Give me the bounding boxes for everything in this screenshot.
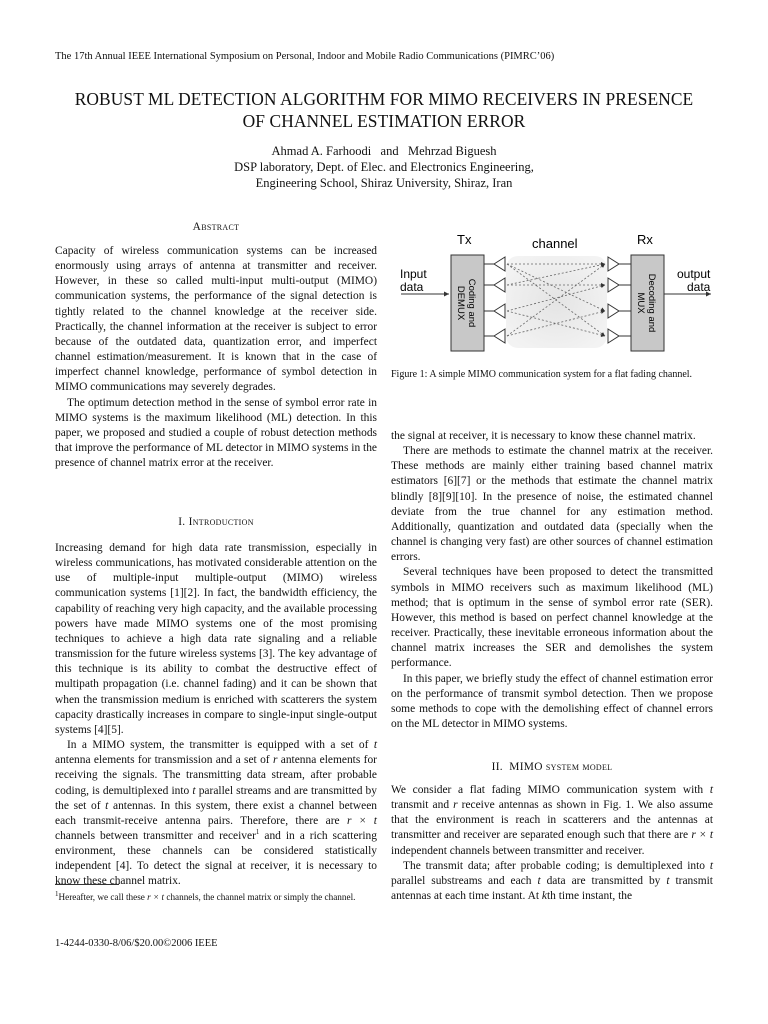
text-run: receive antennas as shown in Fig. 1. We also assume that the environment is reach in scatterers and the antennas at transmitter and receiver are separated enough such that there are: [391, 799, 714, 842]
section-2-number: II.: [491, 761, 503, 773]
input-label-2: data: [400, 280, 424, 294]
intro-paragraph-2: [55, 738, 377, 890]
section-2-title-a: MIMO: [509, 761, 543, 773]
paper-title: [40, 88, 728, 132]
rx-label: Rx: [637, 232, 653, 247]
text-run: We consider a flat fading MIMO communication system with: [391, 784, 710, 796]
title-line-2: OF CHANNEL ESTIMATION ERROR: [242, 111, 526, 131]
tx-antenna-icon: [494, 278, 505, 292]
conference-header: The 17th Annual IEEE International Symposium on Personal, Indoor and Mobile Radio Communications (PIMRC’06): [55, 51, 555, 62]
text-run: parallel streams and are transmitted by the set of: [55, 784, 377, 812]
rx-antenna-icon: [608, 304, 619, 318]
tx-antennas: [484, 257, 505, 343]
text-run: The transmit data; after probable coding; is demultiplexed into: [403, 859, 710, 872]
model-paragraph-1: [391, 783, 713, 859]
text-run: th time instant, the: [546, 890, 633, 903]
math-r-times-t: r × t: [691, 829, 713, 842]
output-label-2: data: [687, 280, 711, 294]
text-run: channels between transmitter and receiver: [55, 829, 256, 842]
tx-block-label-2: DEMUX: [455, 285, 466, 321]
math-k: k: [541, 890, 547, 903]
figure-1-diagram: [391, 226, 721, 366]
rx-block-label-1: Decoding and: [646, 273, 657, 333]
author-names: Ahmad A. Farhoodi and Mehrzad Biguesh: [271, 144, 497, 158]
intro-paragraph-2-continued: the signal at receiver, it is necessary to know these channel matrix.: [391, 430, 696, 442]
text-run: antenna elements for receiving the signals. The transmitting data stream, after probable coding, is demultiplexed into: [55, 754, 377, 797]
copyright-isbn: 1-4244-0330-8/06/$20.00: [55, 938, 164, 949]
text-run: In a MIMO system, the transmitter is equipped with a set of: [67, 739, 374, 752]
model-paragraph-2: [391, 859, 713, 904]
affiliation-line-2: Engineering School, Shiraz University, Shiraz, Iran: [255, 176, 513, 190]
math-r: r: [453, 799, 458, 812]
text-run: transmit antennas at each time instant. At: [391, 874, 713, 903]
copyright-symbol: ©: [163, 938, 172, 949]
footnote-mark: 1: [255, 828, 260, 837]
section-1-body-right: [391, 429, 713, 732]
rx-antenna-icon: [608, 257, 619, 271]
abstract-body: [55, 244, 377, 471]
footnote: [55, 891, 377, 904]
title-line-1: ROBUST ML DETECTION ALGORITHM FOR MIMO RECEIVERS IN PRESENCE: [74, 89, 694, 109]
math-t: t: [192, 784, 196, 797]
tx-antenna-icon: [494, 329, 505, 343]
copyright-year: 2006 IEEE: [171, 938, 218, 949]
footnote-number: 1: [55, 889, 59, 898]
text-run: transmit and: [391, 799, 454, 812]
section-1-body-left: [55, 541, 377, 890]
tx-block-label-1: Coding and: [466, 278, 477, 328]
math-t: t: [709, 859, 713, 872]
text-run: parallel substreams and each: [391, 874, 538, 887]
math-t: t: [666, 874, 670, 887]
rx-block-label-2: MUX: [635, 292, 646, 314]
text-run: antenna elements for transmission and a set of: [55, 754, 273, 767]
tx-label: Tx: [457, 232, 472, 247]
section-2-title-b: system model: [545, 761, 613, 773]
footnote-math: r × t: [147, 892, 165, 902]
input-label-1: Input: [400, 267, 427, 281]
abstract-paragraph-1: Capacity of wireless communication systems can be increased enormously using arrays of antenna at transmitter and receiver. However, in these so called multi-input multi-output (MIMO) communication systems, the performance of the signal detection is tightly related to the channel knowledge at the receiver side. Practically, the channel information at the receiver is subject to error because of the outdated data, quantization error, and imperfect channel estimation/measurement. It is known that in the case of imperfect channel knowledge, performance of symbol detection in MIMO communications may severely degrades.: [55, 245, 377, 394]
math-t: t: [373, 739, 377, 752]
section-1-heading-text: I. Introduction: [178, 516, 254, 528]
math-t: t: [709, 784, 713, 796]
output-label-1: output: [677, 267, 711, 281]
text-run: and in a rich scattering environment, these channels can be considered statistically independent [4]. To detect the signal at receiver, it is necessary to know these channel matrix.: [55, 829, 377, 888]
intro-paragraph-4: Several techniques have been proposed to detect the transmitted symbols in MIMO receivers such as maximum likelihood (ML) method; that is optimum in the sense of symbol error rate (SER). However, this method is based on perfect channel knowledge at the receiver. Practically, these inevitable erroneous information about the channel matrix increases the SER and demolishes the system performance.: [391, 566, 713, 670]
math-r-times-t: r × t: [346, 814, 377, 827]
affiliation-line-1: DSP laboratory, Dept. of Elec. and Electronics Engineering,: [234, 160, 534, 174]
text-run: antennas. In this system, there exist a channel between each transmit-receive antenna pairs. Therefore, there are: [55, 799, 377, 827]
channel-cloud: [506, 256, 607, 348]
footnote-text-b: channels, the channel matrix or simply the channel.: [164, 892, 356, 902]
footnote-divider: [55, 884, 119, 885]
footnote-text-a: Hereafter, we call these: [58, 892, 148, 902]
math-r: r: [272, 754, 278, 767]
intro-paragraph-1: Increasing demand for high data rate transmission, especially in wireless communications, has motivated considerable attention on the use of multiple-input multiple-output (MIMO) wireless communication systems [1][2]. In fact, the bandwidth efficiency, the capability of reaching very high capacity, and the available processing powers have made MIMO systems one of the most promising techniques to achieve a high data rate signaling and a reliable transmission for the future wireless systems [3]. The key advantage of this technique is its ability to combat the destructive effect of multipath propagation (i.e. channel fading) and it can be shown that when the transmission medium is enriched with scatterers the system capacity drastically increases in compare to single-input single-output systems [4][5].: [55, 542, 377, 736]
abstract-heading: Abstract: [192, 221, 240, 233]
intro-paragraph-5: In this paper, we briefly study the effect of channel estimation error on the performance of transmit symbol detection. Then we propose some methods to cope with the demolishing effect of channel errors on the ML detector in MIMO systems.: [391, 672, 713, 730]
section-1-heading: [55, 516, 377, 528]
tx-antenna-icon: [494, 257, 505, 271]
channel-label: channel: [532, 236, 578, 251]
copyright-line: [55, 938, 218, 949]
tx-antenna-icon: [494, 304, 505, 318]
text-run: data are transmitted by: [540, 874, 667, 887]
abstract-paragraph-2: The optimum detection method in the sense of symbol error rate in MIMO systems is the maximum likelihood (ML) detection. In this paper, we proposed and studied a couple of robust detection methods that improve the performance of ML detector in MIMO systems in the presence of channel matrix error at the receiver.: [55, 396, 377, 470]
intro-paragraph-3: There are methods to estimate the channel matrix at the receiver. These methods are mainly either training based channel matrix estimators [6][7] or the methods that estimate the channel matrix blindly [8][9][10]. In the presence of noise, the estimated channel deviate from the true channel for any estimation method. Additionally, quantization and outdated data (specially when the channel is changing very fast) are other sources of channel estimation errors.: [391, 445, 713, 564]
figure-1-caption: Figure 1: A simple MIMO communication system for a flat fading channel.: [391, 369, 693, 380]
section-2-heading: [391, 761, 713, 773]
rx-antennas: [608, 257, 631, 343]
author-block: [40, 143, 728, 191]
rx-antenna-icon: [608, 278, 619, 292]
text-run: independent channels between transmitter and receiver.: [391, 844, 645, 857]
section-2-body: [391, 783, 713, 904]
rx-antenna-icon: [608, 329, 619, 343]
math-t: t: [105, 799, 109, 812]
math-t: t: [537, 874, 541, 887]
